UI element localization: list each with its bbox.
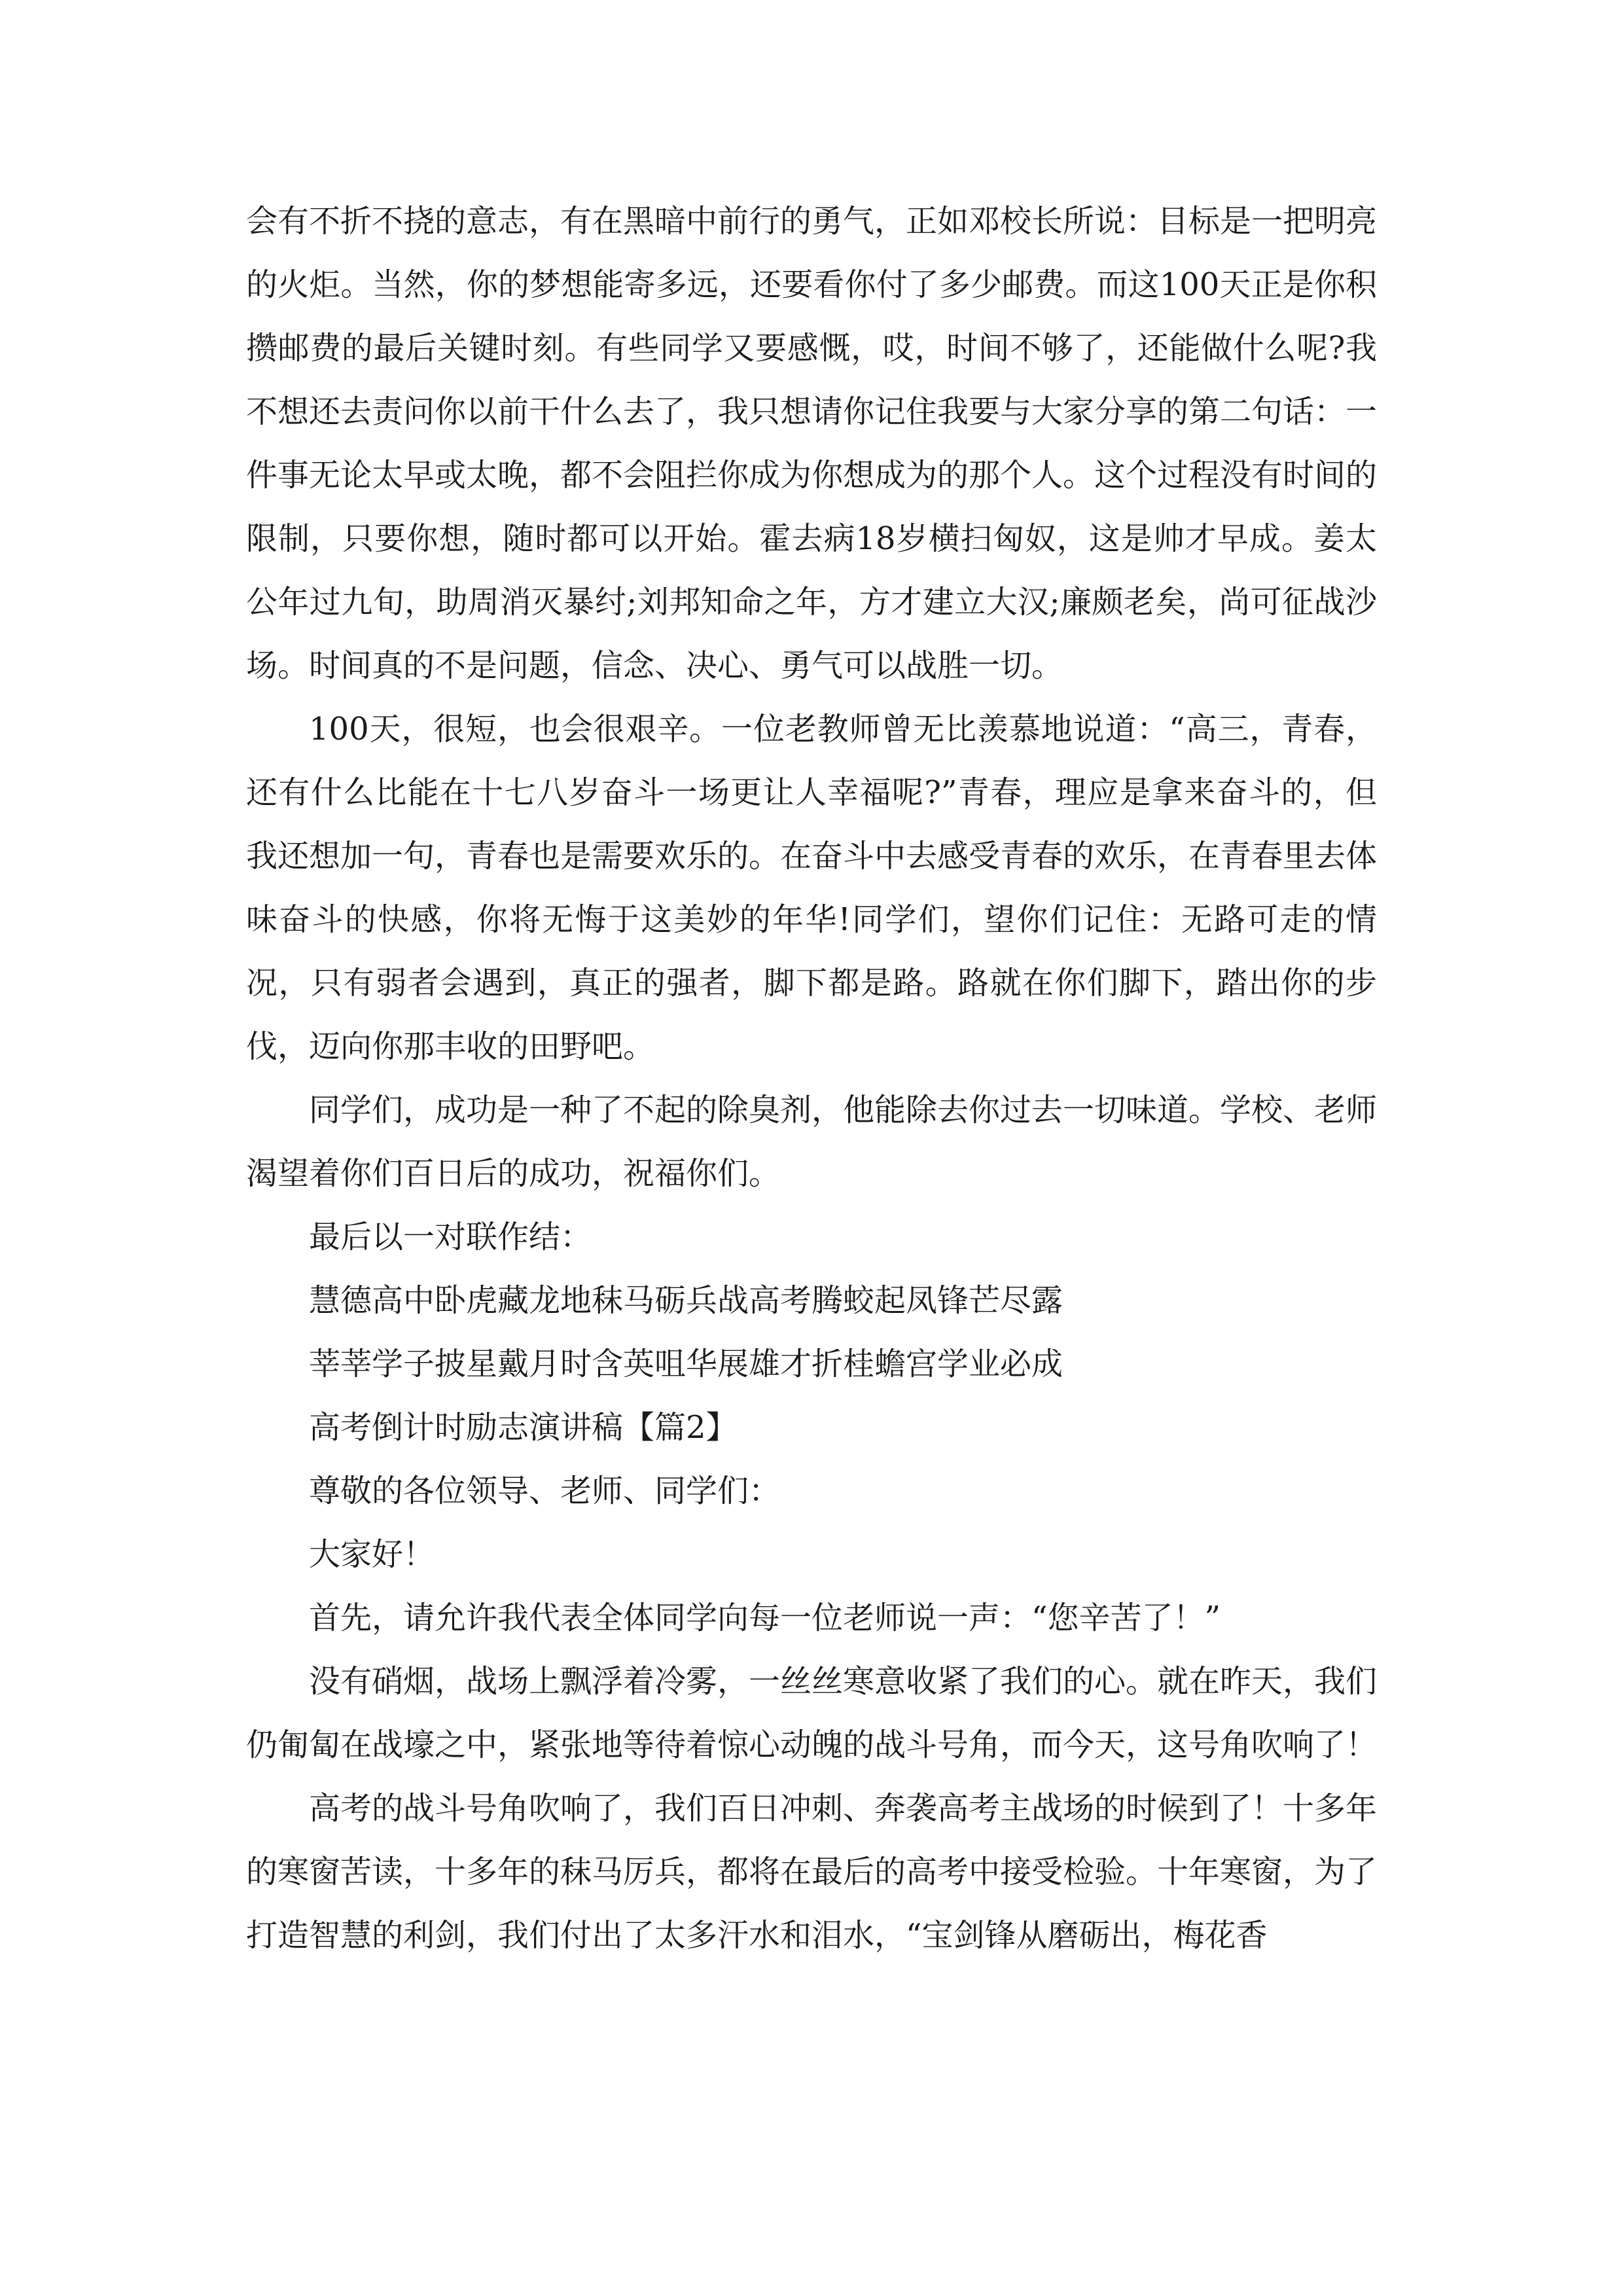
salutation: 尊敬的各位领导、老师、同学们： xyxy=(309,1473,781,1509)
document-body xyxy=(246,190,1377,1967)
paragraph-battlefield: 没有硝烟，战场上飘浮着冷雾，一丝丝寒意收紧了我们的心。就在昨天，我们仍匍匐在战壕之中，紧张地等待着惊心动魄的战斗号角，而今天，这号角吹响了！ xyxy=(246,1663,1378,1763)
couplet-intro: 最后以一对联作结： xyxy=(309,1219,592,1255)
paragraph-horn: 高考的战斗号角吹响了，我们百日冲刺、奔袭高考主战场的时候到了！十多年的寒窗苦读，十多年的秣马厉兵，都将在最后的高考中接受检验。十年寒窗，为了打造智慧的利剑，我们付出了太多汗水和泪水，“宝剑锋从磨砺出，梅花香 xyxy=(246,1790,1378,1954)
paragraph-continuation: 会有不折不挠的意志，有在黑暗中前行的勇气，正如邓校长所说：目标是一把明亮的火炬。当然，你的梦想能寄多远，还要看你付了多少邮费。而这100天正是你积攒邮费的最后关键时刻。有些同学又要感慨，哎，时间不够了，还能做什么呢?我不想还去责问你以前干什么去了，我只想请你记住我要与大家分享的第二句话：一件事无论太早或太晚，都不会阻拦你成为你想成为的那个人。这个过程没有时间的限制，只要你想，随时都可以开始。霍去病18岁横扫匈奴，这是帅才早成。姜太公年过九旬，助周消灭暴纣;刘邦知命之年，方才建立大汉;廉颇老矣，尚可征战沙场。时间真的不是问题，信念、决心、勇气可以战胜一切。 xyxy=(246,203,1378,684)
couplet-line-2: 莘莘学子披星戴月时含英咀华展雄才折桂蟾宫学业必成 xyxy=(309,1346,1063,1382)
paragraph-success: 同学们，成功是一种了不起的除臭剂，他能除去你过去一切味道。学校、老师渴望着你们百日后的成功，祝福你们。 xyxy=(246,1092,1378,1192)
section-heading: 高考倒计时励志演讲稿【篇2】 xyxy=(309,1409,738,1446)
paragraph-100-days: 100天，很短，也会很艰辛。一位老教师曾无比羡慕地说道：“高三，青春，还有什么比能在十七八岁奋斗一场更让人幸福呢?”青春，理应是拿来奋斗的，但我还想加一句，青春也是需要欢乐的。在奋斗中去感受青春的欢乐，在青春里去体味奋斗的快感，你将无悔于这美妙的年华!同学们，望你们记住：无路可走的情况，只有弱者会遇到，真正的强者，脚下都是路。路就在你们脚下，踏出你的步伐，迈向你那丰收的田野吧。 xyxy=(246,711,1378,1065)
thanks-line: 首先，请允许我代表全体同学向每一位老师说一声：“您辛苦了！” xyxy=(309,1600,1221,1636)
couplet-line-1: 慧德高中卧虎藏龙地秣马砺兵战高考腾蛟起凤锋芒尽露 xyxy=(309,1282,1063,1319)
greeting: 大家好！ xyxy=(309,1536,435,1573)
